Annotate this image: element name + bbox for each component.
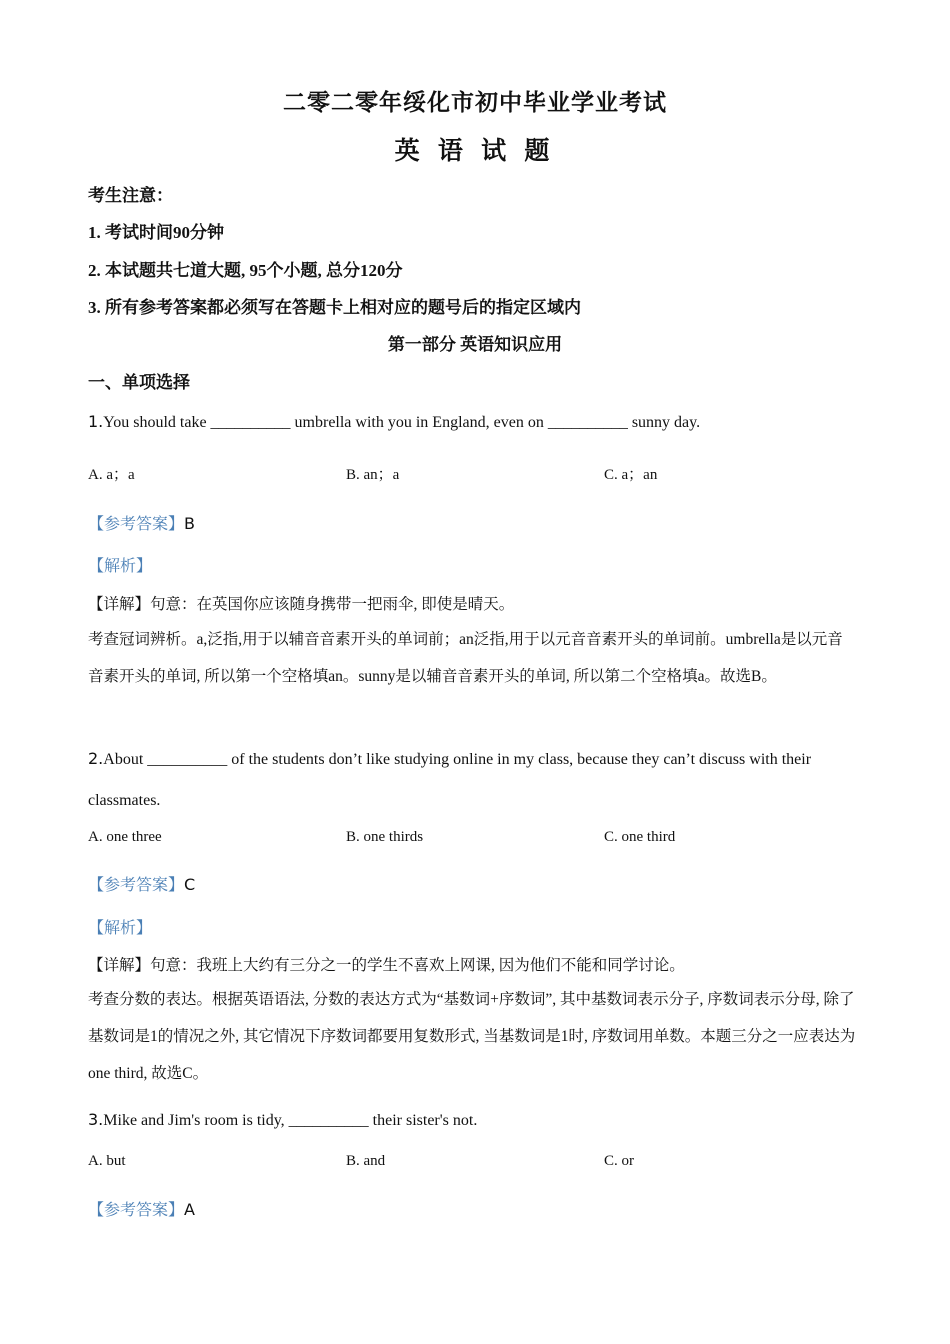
answer-value: A <box>184 1200 195 1219</box>
notice-item: 1. 考试时间90分钟 <box>88 223 224 242</box>
option-c: C. a；an <box>604 467 658 483</box>
question-stem: Mike and Jim's room is tidy, __________ their sister's not. <box>103 1112 478 1129</box>
option-b: B. and <box>346 1153 386 1169</box>
exam-subtitle: 英 语 试 题 <box>394 138 556 165</box>
answer-value: B <box>184 514 195 533</box>
option-a: A. a；a <box>88 467 135 483</box>
section-title: 一、单项选择 <box>88 373 190 392</box>
notice-heading: 考生注意： <box>88 186 173 205</box>
option-a: A. one three <box>88 829 162 845</box>
question-number: 3. <box>88 1110 104 1129</box>
notice-item: 2. 本试题共七道大题, 95个小题, 总分120分 <box>88 261 403 280</box>
detail-text: 【详解】句意：在英国你应该随身携带一把雨伞, 即使是晴天。 <box>88 596 515 613</box>
explanation-text: 考查冠词辨析。a,泛指,用于以辅音音素开头的单词前；an泛指,用于以元音音素开头的单词前。umbrella是以元音音素开头的单词, 所以第一个空格填an。sunny是以辅音音素开头的单词, 所以第二个空格填a。故选B。 <box>88 631 843 685</box>
notice-item: 3. 所有参考答案都必须写在答题卡上相对应的题号后的指定区域内 <box>88 298 581 317</box>
question-number: 1. <box>88 412 104 431</box>
answer-label: 【参考答案】 <box>88 875 185 894</box>
question-3 <box>88 1110 477 1130</box>
option-b: B. an；a <box>346 467 400 483</box>
question-number: 2. <box>88 749 104 768</box>
analysis-label: 【解析】 <box>88 918 153 937</box>
option-a: A. but <box>88 1153 126 1169</box>
option-c: C. or <box>604 1153 634 1169</box>
question-stem: You should take __________ umbrella with you in England, even on __________ sunny day. <box>103 414 701 431</box>
analysis-label: 【解析】 <box>88 556 153 575</box>
answer-line <box>88 511 195 534</box>
option-b: B. one thirds <box>346 829 424 845</box>
question-stem: About __________ of the students don’t like studying online in my class, because they can’t discuss with their <box>103 751 812 768</box>
exam-title: 二零二零年绥化市初中毕业学业考试 <box>283 90 667 115</box>
detail-text: 【详解】句意：我班上大约有三分之一的学生不喜欢上网课, 因为他们不能和同学讨论。 <box>88 957 685 974</box>
option-c: C. one third <box>604 829 676 845</box>
part-title: 第一部分 英语知识应用 <box>387 335 563 354</box>
question-2 <box>88 749 811 769</box>
answer-line <box>88 872 195 895</box>
answer-label: 【参考答案】 <box>88 1200 185 1219</box>
question-stem-continued: classmates. <box>88 792 161 809</box>
answer-value: C <box>184 875 196 894</box>
explanation-text: 考查分数的表达。根据英语语法, 分数的表达方式为“基数词+序数词”, 其中基数词表示分子, 序数词表示分母, 除了基数词是1的情况之外, 其它情况下序数词都要用复数形式, 当基数词是1时, 序数词用单数。本题三分之一应表达为one third, 故选C。 <box>88 991 856 1082</box>
answer-label: 【参考答案】 <box>88 514 185 533</box>
answer-line <box>88 1197 195 1220</box>
question-1 <box>88 412 700 432</box>
